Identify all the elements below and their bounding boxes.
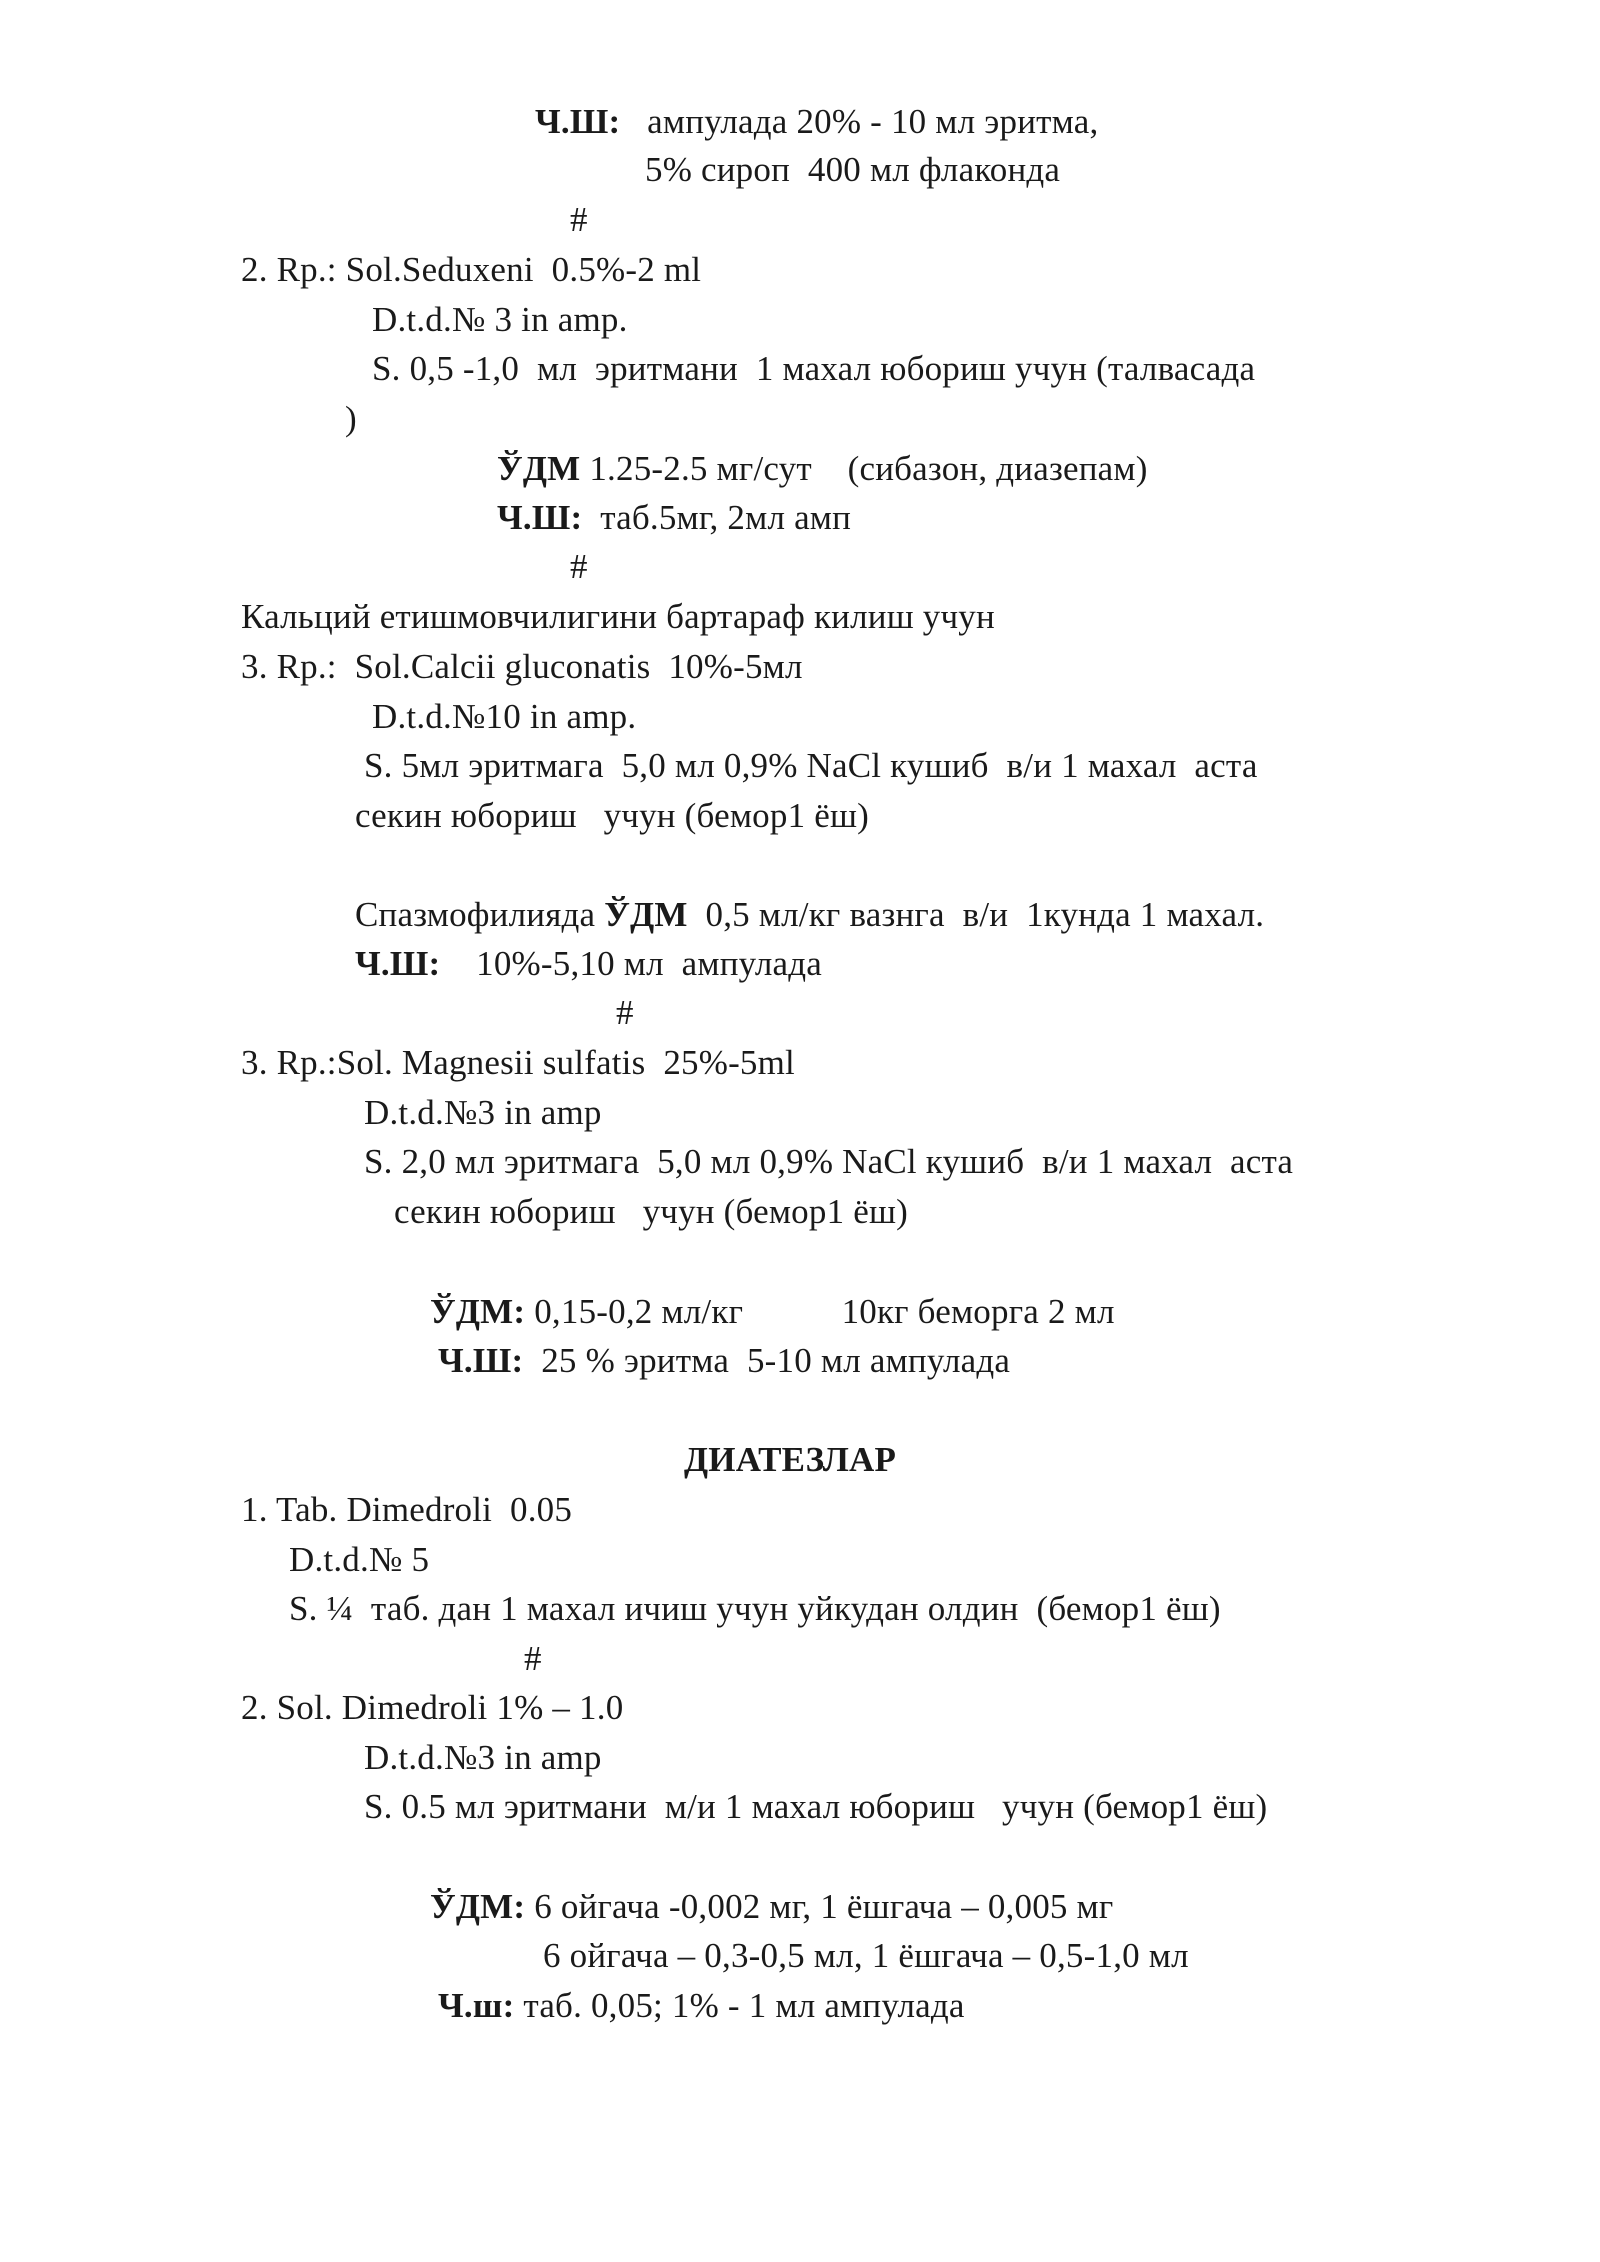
text-line <box>372 697 636 737</box>
label-bold: Ч.Ш: <box>497 498 583 537</box>
text-line <box>438 1341 1010 1381</box>
text-line <box>543 1936 1189 1976</box>
text-line <box>372 300 628 340</box>
line-text: секин юбориш учун (бемор1 ёш) <box>355 796 869 835</box>
line-text: секин юбориш учун (бемор1 ёш) <box>394 1192 908 1231</box>
line-text: D.t.d.№ 3 in amp. <box>372 300 628 339</box>
line-text: 2. Rp.: Sol.Seduxeni 0.5%-2 ml <box>241 250 702 289</box>
line-text: # <box>524 1639 542 1678</box>
separator-mark <box>616 993 634 1033</box>
label-bold: ЎДМ <box>497 449 581 488</box>
line-text: 3. Rp.:Sol. Magnesii sulfatis 25%-5ml <box>241 1043 795 1082</box>
line-text: D.t.d.№ 5 <box>289 1540 430 1579</box>
text-line <box>289 1540 429 1580</box>
line-text: S. 0.5 мл эритмани м/и 1 махал юбориш учун (бемор1 ёш) <box>364 1787 1268 1826</box>
text-line <box>241 1043 795 1083</box>
text-line <box>364 746 1258 786</box>
label-bold: Ч.Ш: <box>355 944 441 983</box>
text-line <box>241 597 995 637</box>
text-line <box>394 1192 908 1232</box>
text-line <box>355 944 822 984</box>
line-text: # <box>570 200 588 239</box>
separator-mark <box>570 547 588 587</box>
line-text: 25 % эритма 5-10 мл ампулада <box>523 1341 1011 1380</box>
text-line <box>430 1292 1115 1332</box>
text-line <box>497 449 1148 489</box>
text-line <box>241 647 803 687</box>
line-text: 10%-5,10 мл ампулада <box>440 944 822 983</box>
text-line <box>241 250 701 290</box>
line-text: таб.5мг, 2мл амп <box>582 498 852 537</box>
text-line <box>535 102 1098 142</box>
line-text: # <box>570 547 588 586</box>
label-bold: ЎДМ: <box>430 1887 526 1926</box>
line-text: 1. Tab. Dimedroli 0.05 <box>241 1490 573 1529</box>
label-bold: Ч.ш: <box>438 1986 515 2025</box>
line-text: 6 ойгача – 0,3-0,5 мл, 1 ёшгача – 0,5-1,0 мл <box>543 1936 1189 1975</box>
line-text: # <box>616 993 634 1032</box>
text-line <box>355 796 869 836</box>
text-line <box>645 150 1060 190</box>
line-text: 3. Rp.: Sol.Calcii gluconatis 10%-5мл <box>241 647 803 686</box>
line-text: Кальций етишмовчилигини бартараф килиш учун <box>241 597 995 636</box>
line-text: 0,15-0,2 мл/кг 10кг беморга 2 мл <box>525 1292 1115 1331</box>
text-line <box>364 1142 1293 1182</box>
separator-mark <box>570 200 588 240</box>
text-line <box>364 1738 602 1778</box>
line-text: D.t.d.№3 in amp <box>364 1738 602 1777</box>
line-text: 0,5 мл/кг вазнга в/и 1кунда 1 махал. <box>687 895 1265 934</box>
line-text: D.t.d.№10 in amp. <box>372 697 637 736</box>
text-line <box>345 399 357 439</box>
section-heading: ДИАТЕЗЛАР <box>684 1440 897 1479</box>
line-text: ) <box>345 399 357 438</box>
text-line <box>430 1887 1113 1927</box>
text-line <box>289 1589 1221 1629</box>
line-text: 2. Sol. Dimedroli 1% – 1.0 <box>241 1688 624 1727</box>
line-text: S. 2,0 мл эритмага 5,0 мл 0,9% NaCl кушиб в/и 1 махал аста <box>364 1142 1294 1181</box>
text-line <box>438 1986 965 2026</box>
text-line <box>355 895 1264 935</box>
text-line <box>241 1490 572 1530</box>
line-text: D.t.d.№3 in amp <box>364 1093 602 1132</box>
label-bold: ЎДМ: <box>430 1292 526 1331</box>
label-bold: Ч.Ш: <box>438 1341 524 1380</box>
separator-mark <box>524 1639 542 1679</box>
text-line <box>364 1093 602 1133</box>
line-text: ампулада 20% - 10 мл эритма, <box>620 102 1099 141</box>
text-line <box>364 1787 1267 1827</box>
label-bold: Ч.Ш: <box>535 102 621 141</box>
line-text: Спазмофилияда <box>355 895 605 934</box>
line-text: S. ¼ таб. дан 1 махал ичиш учун уйкудан олдин (бемор1 ёш) <box>289 1589 1221 1628</box>
line-text: 1.25-2.5 мг/сут (сибазон, диазепам) <box>580 449 1148 488</box>
text-line <box>497 498 851 538</box>
line-text: S. 5мл эритмага 5,0 мл 0,9% NaCl кушиб в/и 1 махал аста <box>364 746 1258 785</box>
text-line <box>372 349 1255 389</box>
text-line <box>241 1688 623 1728</box>
line-text: 5% сироп 400 мл флаконда <box>645 150 1061 189</box>
line-text: 6 ойгача -0,002 мг, 1 ёшгача – 0,005 мг <box>525 1887 1114 1926</box>
label-bold: ЎДМ <box>604 895 688 934</box>
line-text: таб. 0,05; 1% - 1 мл ампулада <box>514 1986 965 2025</box>
line-text: S. 0,5 -1,0 мл эритмани 1 махал юбориш учун (талвасада <box>372 349 1256 388</box>
